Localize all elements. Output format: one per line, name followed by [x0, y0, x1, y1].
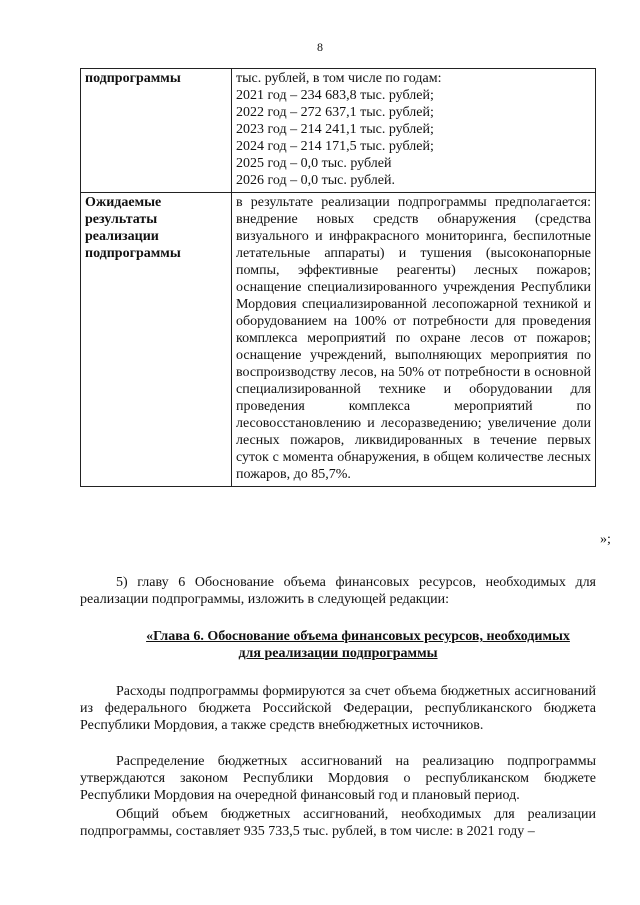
paragraph-allocation-law: Распределение бюджетных ассигнований на реализацию подпрограммы утверждаются законом Республики Мордовия о республиканском бюджете Республики Мордовия на очередной финансовый год и плановый период. — [80, 754, 596, 803]
expected-results-text: в результате реализации подпрограммы предполагается: внедрение новых средств обнаружения (средства визуального и инфракрасного мониторинга, беспилотные летательные аппараты) и тушения (высоконапорные помпы, эффективные реагенты) лесных пожаров; оснащение специализированного учреждения Республики Мордовия специализированной лесопожарной техникой и оборудованием на 100% от потребности для проведения комплекса мероприятий по охране лесов от пожаров; оснащение учреждений, выполняющих мероприятия по воспроизводству лесов, на 50% от потребности в основной специализированной технике и оборудовании для проведения комплекса мероприятий по лесовосстановлению и лесоразведению; увеличение доли лесных пожаров, ликвидированных в течение первых суток с момента обнаружения, в общем количестве лесных пожаров, до 85,7%. — [232, 193, 596, 487]
row-label-expected-results: Ожидаемые результаты реализации подпрограммы — [81, 193, 232, 487]
funding-line: 2025 год – 0,0 тыс. рублей — [236, 156, 392, 171]
funding-line: 2023 год – 214 241,1 тыс. рублей; — [236, 122, 434, 137]
chapter-heading — [80, 628, 596, 662]
paragraph-funding-sources: Расходы подпрограммы формируются за счет объема бюджетных ассигнований из федерального бюджета Российской Федерации, республиканского бюджета Республики Мордовия, а также средств внебюджетных источников. — [80, 684, 596, 733]
row-label-funding: подпрограммы — [81, 69, 232, 193]
funding-by-years — [232, 69, 596, 193]
paragraph-total-volume: Общий объем бюджетных ассигнований, необходимых для реализации подпрограммы, составляет 935 733,5 тыс. рублей, в том числе: в 2021 году – — [80, 807, 596, 839]
table-closing-quote: »; — [600, 532, 611, 547]
funding-line: 2021 год – 234 683,8 тыс. рублей; — [236, 88, 434, 103]
chapter-heading-line1: «Глава 6. Обоснование объема финансовых ресурсов, необходимых — [146, 629, 570, 644]
page-number: 8 — [317, 40, 323, 54]
funding-line: 2026 год – 0,0 тыс. рублей. — [236, 173, 395, 188]
chapter-heading-line2: для реализации подпрограммы — [238, 646, 438, 661]
funding-line: 2024 год – 214 171,5 тыс. рублей; — [236, 139, 434, 154]
funding-line: тыс. рублей, в том числе по годам: — [236, 71, 442, 86]
funding-line: 2022 год – 272 637,1 тыс. рублей; — [236, 105, 434, 120]
amendment-item-5: 5) главу 6 Обоснование объема финансовых ресурсов, необходимых для реализации подпрограммы, изложить в следующей редакции: — [80, 575, 596, 607]
table-row — [81, 69, 596, 193]
table-row — [81, 193, 596, 487]
program-passport-table — [80, 68, 596, 487]
